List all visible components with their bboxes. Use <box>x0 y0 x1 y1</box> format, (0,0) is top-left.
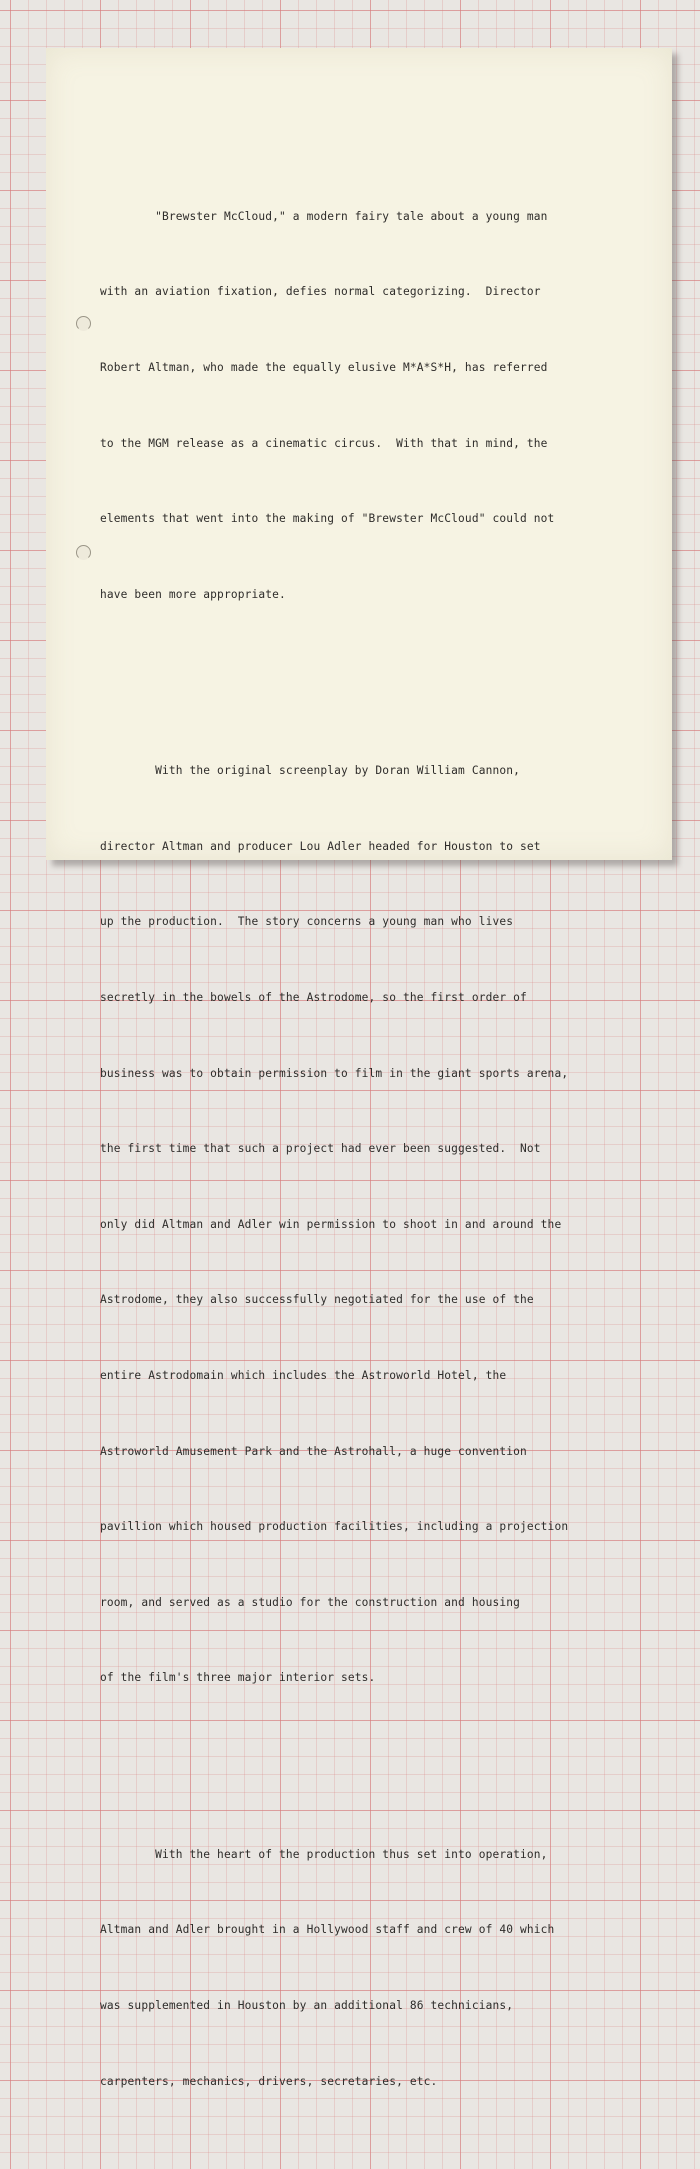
text-line: entire Astrodomain which includes the Astroworld Hotel, the <box>100 1368 507 1382</box>
text-line: elements that went into the making of "Brewster McCloud" could not <box>100 512 555 526</box>
text-line: director Altman and producer Lou Adler headed for Houston to set <box>100 839 541 853</box>
body-text <box>100 103 620 2169</box>
text-line: secretly in the bowels of the Astrodome, so the first order of <box>100 990 527 1004</box>
text-line: have been more appropriate. <box>100 587 286 601</box>
text-line: up the production. The story concerns a young man who lives <box>100 915 514 929</box>
text-line: of the film's three major interior sets. <box>100 1671 376 1685</box>
text-line: the first time that such a project had ever been suggested. Not <box>100 1142 541 1156</box>
text-line: With the original screenplay by Doran William Cannon, <box>100 764 521 778</box>
text-line: Altman and Adler brought in a Hollywood staff and crew of 40 which <box>100 1923 555 1937</box>
text-line: Astroworld Amusement Park and the Astrohall, a huge convention <box>100 1444 527 1458</box>
text-line: with an aviation fixation, defies normal categorizing. Director <box>100 285 541 299</box>
punch-hole-bottom <box>76 545 91 560</box>
text-line: business was to obtain permission to film in the giant sports arena, <box>100 1066 569 1080</box>
text-line: to the MGM release as a cinematic circus. With that in mind, the <box>100 436 548 450</box>
text-line: Astrodome, they also successfully negotiated for the use of the <box>100 1293 534 1307</box>
text-line: With the heart of the production thus set into operation, <box>100 1847 548 1861</box>
paragraph-1 <box>100 153 620 657</box>
text-line: room, and served as a studio for the construction and housing <box>100 1595 521 1609</box>
paragraph-3 <box>100 1791 620 2144</box>
text-line: "Brewster McCloud," a modern fairy tale about a young man <box>100 209 548 223</box>
text-line: only did Altman and Adler win permission to shoot in and around the <box>100 1217 562 1231</box>
paragraph-2 <box>100 708 620 1741</box>
text-line: pavillion which housed production facilities, including a projection <box>100 1520 569 1534</box>
punch-hole-top <box>76 316 91 331</box>
text-line: was supplemented in Houston by an additional 86 technicians, <box>100 1998 514 2012</box>
text-line: carpenters, mechanics, drivers, secretaries, etc. <box>100 2074 438 2088</box>
text-line: Robert Altman, who made the equally elusive M*A*S*H, has referred <box>100 361 548 374</box>
